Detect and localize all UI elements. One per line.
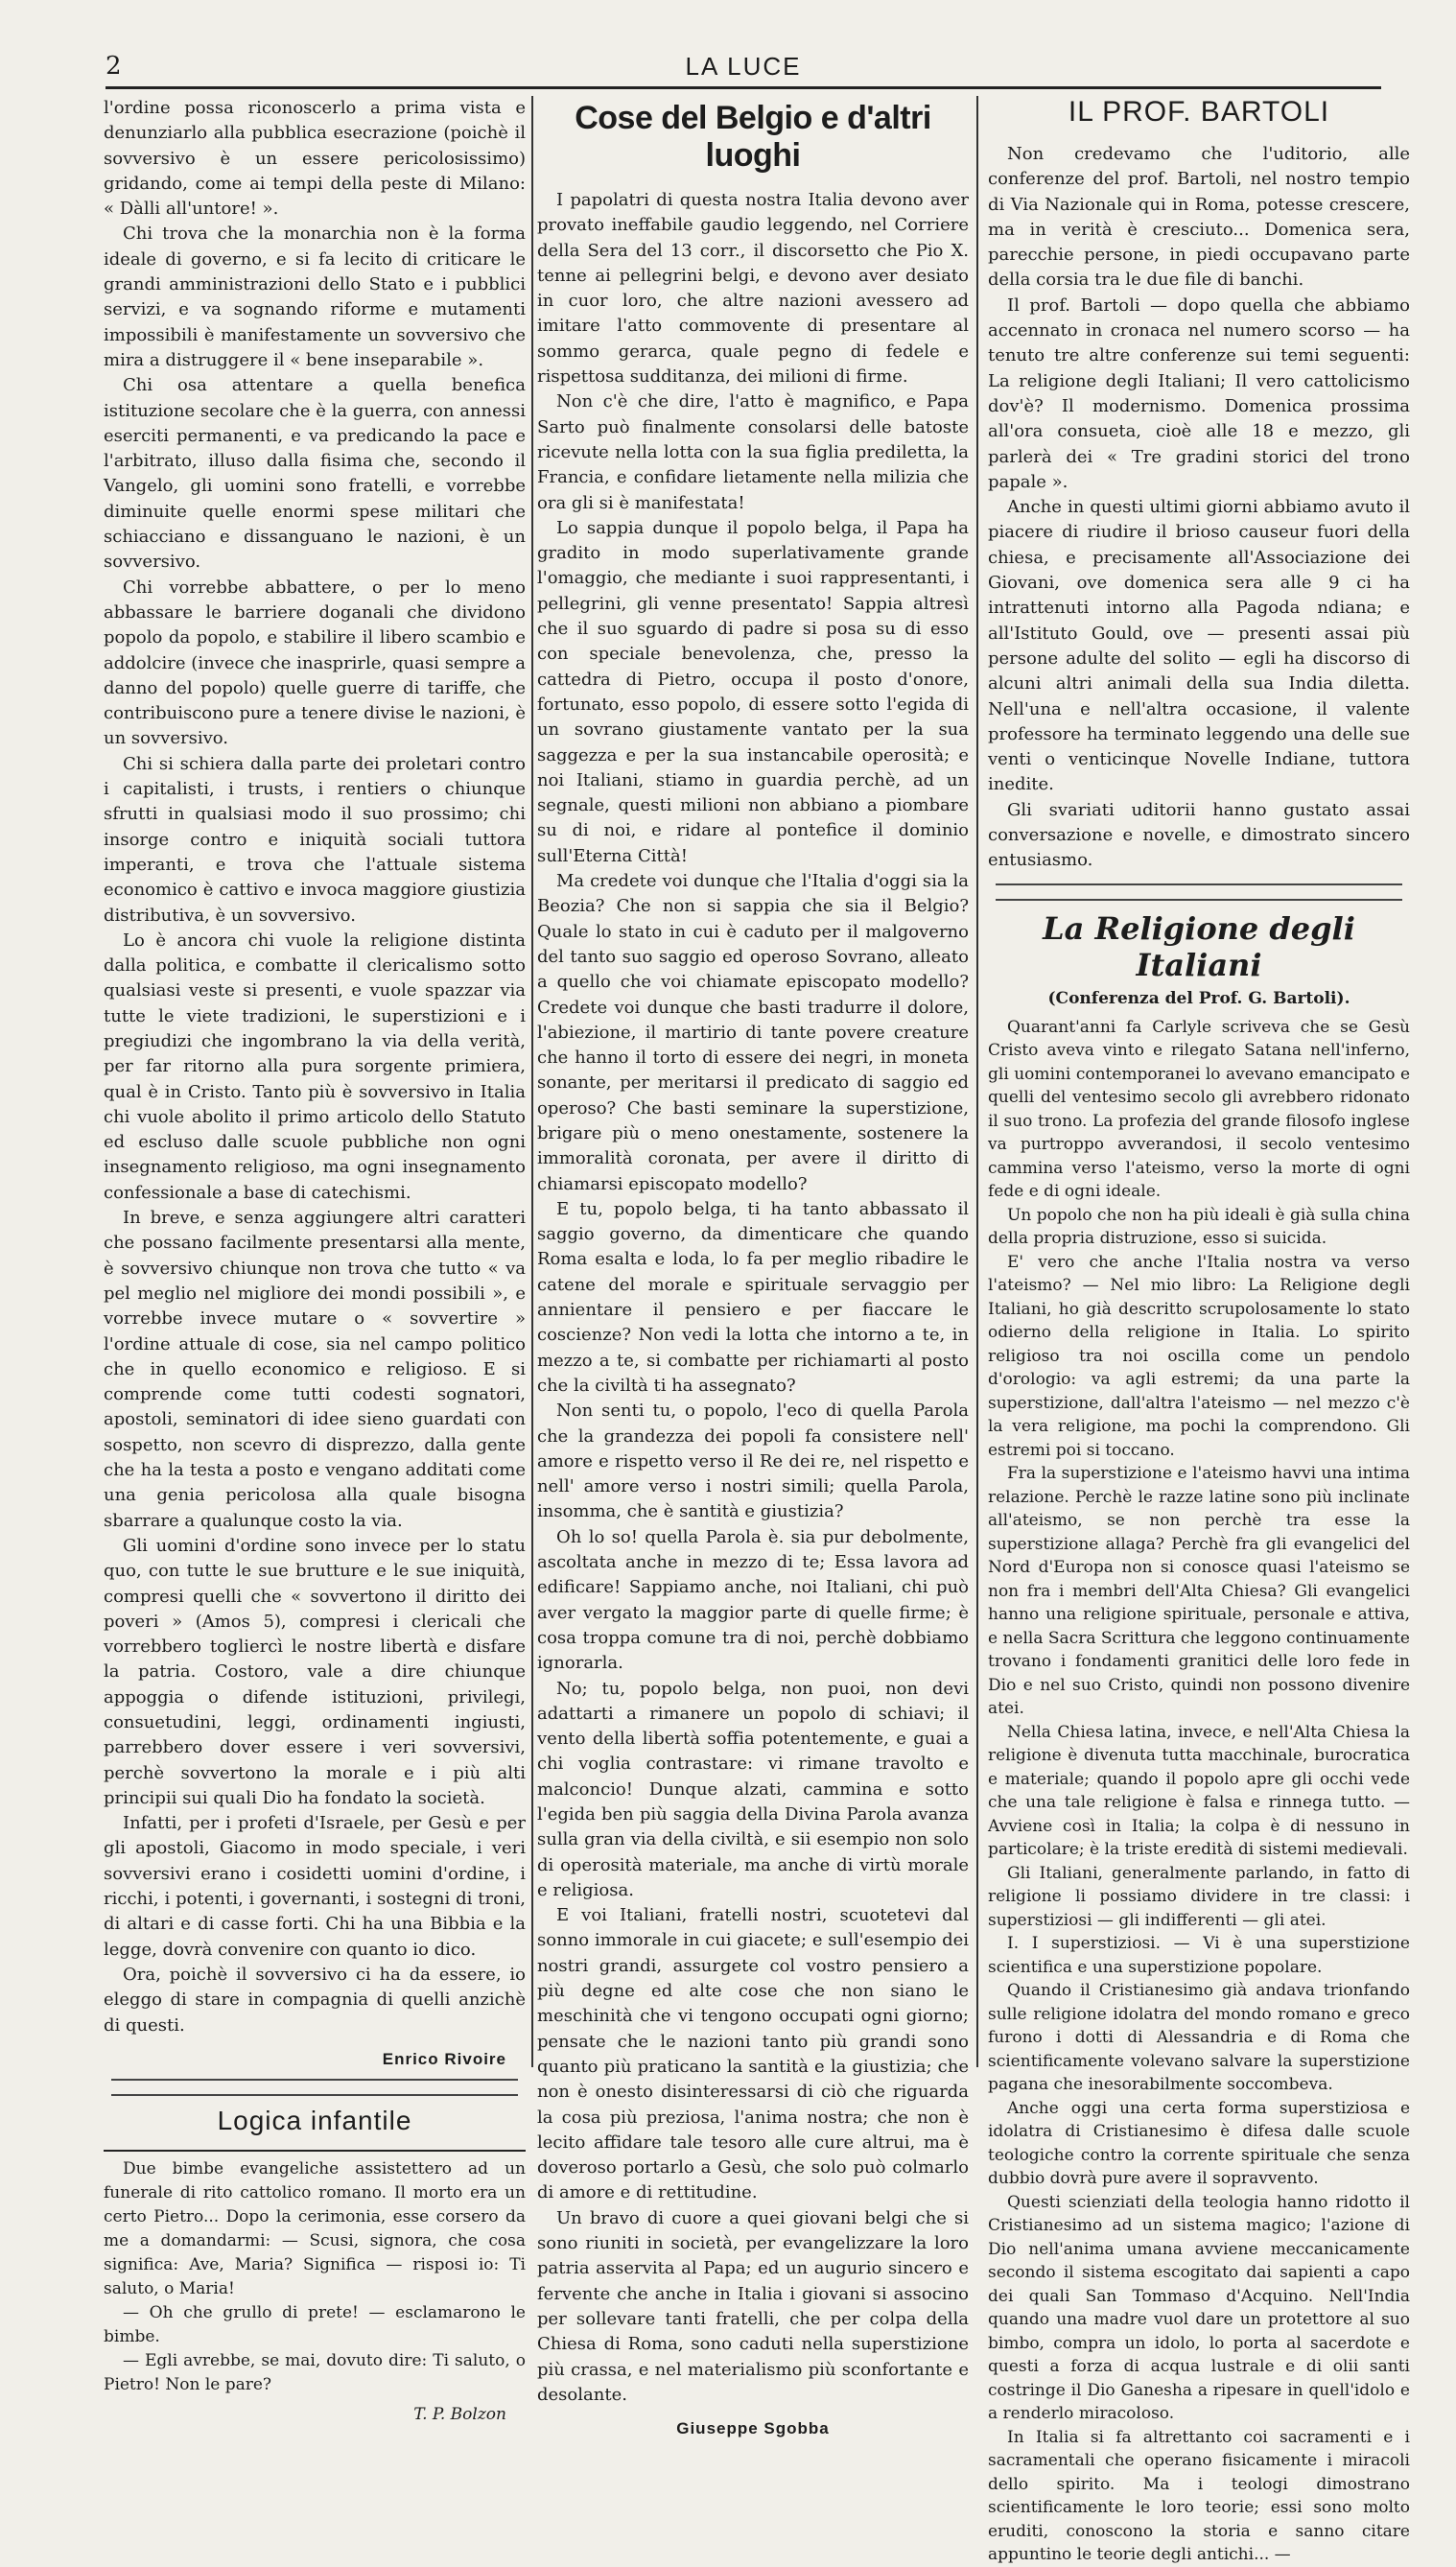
page-header: [106, 46, 1381, 84]
article-paragraph: Non c'è che dire, l'atto è magnifico, e Papa Sarto può finalmente consolarsi delle batoste ricevute nella lotta con la sua figlia prediletta, la Francia, e confidare lietamente nella milizia che ora gli si è manifestata!: [537, 391, 969, 513]
article-paragraph: Quando il Cristianesimo già andava trionfando sulle religione idolatra del mondo romano e greco furono i dotti di Alessandria e di Roma che scientificamente volevano salvare la superstizione pagana che inesorabilmente soccombeva.: [988, 1981, 1410, 2095]
article-paragraph: E tu, popolo belga, ti ha tanto abbassato il saggio governo, da dimenticare che quando Roma esalta e loda, lo fa per meglio ribadire le catene del morale e spirituale servaggio per annientare il pensiero e per fiaccare le coscienze? Non vedi la lotta che intorno a te, in mezzo a te, si combatte per richiamarti al posto che la civiltà ti ha assegnato?: [537, 1198, 969, 1396]
article-paragraph: l'ordine possa riconoscerlo a prima vista e denunziarlo alla pubblica esecrazione (poichè il sovversivo è un essere pericolosissimo) gridando, come ai tempi della peste di Milano: « Dàlli all'untore! ».: [104, 98, 526, 220]
article-author: T. P. Bolzon: [413, 2404, 506, 2424]
article-paragraph: Nella Chiesa latina, invece, e nell'Alta Chiesa la religione è divenuta tutta macchinale, burocratica e materiale; quando il popolo apre gli occhi vede che una tale religione è falsa e rinnega tutto. — Avviene così in Italia; la colpa è di nessuno in particolare; è la triste eredità di sistemi medievali.: [988, 1722, 1410, 1860]
article-paragraph: Chi vorrebbe abbattere, o per lo meno abbassare le barriere doganali che dividono popolo da popolo, e stabilire il libero scambio e addolcire (invece che inasprirle, quasi sempre a danno del popolo) quelle guerre di tariffe, che contribuiscono pure a tenere divise le nazioni, è un sovversivo.: [104, 577, 526, 749]
section-divider: [996, 883, 1402, 901]
column-divider: [976, 96, 978, 2067]
article-paragraph: — Oh che grullo di prete! — esclamarono le bimbe.: [104, 2302, 526, 2346]
section-divider: [111, 2079, 518, 2096]
section-subtitle: (Conferenza del Prof. G. Bartoli).: [1047, 988, 1350, 1008]
article-paragraph: E voi Italiani, fratelli nostri, scuotetevi dal sonno immorale in cui giacete; e sull'esempio dei nostri grandi, assurgete col vostro pensiero a più degne ed alte cose che non siano le meschinità che vi tengono occupati ogni giorno; pensate che le nazioni tanto più grandi sono quanto più praticano la santità e la giustizia; che non è onesto disinteressarsi di ciò che riguarda la cosa più preziosa, l'anima nostra; che non è lecito affidare tale tesoro alle cure altrui, ma è doveroso portarlo a Gesù, che solo può colmarlo di amore e di rettitudine.: [537, 1905, 969, 2203]
article-paragraph: In Italia si fa altrettanto coi sacramenti e i sacramentali che operano fisicamente i miracoli dello spirito. Ma i teologi dimostrano scientificamente le loro teorie; essi sono molto eruditi, conoscono la storia e sanno citare appuntino le teorie degli antichi... —: [988, 2427, 1410, 2565]
article-paragraph: Anche in questi ultimi giorni abbiamo avuto il piacere di riudire il brioso causeur fuori della chiesa, e precisamente all'Associazione dei Giovani, ove domenica sera alle 9 ci ha intrattenuti intorno alla Pagoda ndiana; e all'Istituto Gould, ove — presenti assai più persone adulte del solito — egli ha discorso di alcuni altri animali della sua India diletta. Nell'una e nell'altra occasione, il valente professore ha terminato leggendo una delle sue venti o venticinque Novelle Indiane, tuttora inedite.: [988, 497, 1410, 795]
article-paragraph: No; tu, popolo belga, non puoi, non devi adattarti a rimanere un popolo di schiavi; il vento della libertà soffia potentemente, e guai a chi voglia contrastare: vi rimane travolto e malconcio! Dunque alzati, cammina e sotto l'egida ben più saggia della Divina Parola avanza sulla gran via della civiltà, e sii esempio non solo di operosità materiale, ma anche di virtù morale e religiosa.: [537, 1678, 969, 1900]
article-paragraph: Il prof. Bartoli — dopo quella che abbiamo accennato in cronaca nel numero scorso — ha tenuto tre altre conferenze sui temi seguenti: La religione degli Italiani; Il vero cattolicismo dov'è? Il modernismo. Domenica prossima all'ora consueta, cioè alle 18 e mezzo, gli parlerà dei « Tre gradini storici del trono papale ».: [988, 294, 1410, 492]
article-paragraph: Lo è ancora chi vuole la religione distinta dalla politica, e combatte il clericalismo sotto qualsiasi veste si presenti, e vuole spazzar via tutte le viete tradizioni, le superstizioni e i pregiudizi che ingombrano la via della verità, per far ritorno alla pura sorgente primiera, qual è in Cristo. Tanto più è sovversivo in Italia chi vuole abolito il primo articolo dello Statuto ed escluso dalle scuole pubbliche non ogni insegnamento religioso, ma ogni insegnamento confessionale a base di catechismi.: [104, 930, 526, 1203]
article-paragraph: Un bravo di cuore a quei giovani belgi che si sono riuniti in società, per evangelizzare la loro patria asservita al Papa; ed un augurio sincero e fervente che anche in Italia i giovani si associno per sollevare tanti fratelli, che per colpa della Chiesa di Roma, sono caduti nella superstizione più crassa, e nel materialismo più sconfortante e desolante.: [537, 2207, 969, 2405]
article-paragraph: Ora, poichè il sovversivo ci ha da essere, io eleggo di stare in compagnia di quelli anzichè di questi.: [104, 1964, 526, 2036]
article-paragraph: Quarant'anni fa Carlyle scriveva che se Gesù Cristo aveva vinto e rilegato Satana nell'inferno, gli uomini contemporanei lo avevano emancipato e quelli del ventesimo secolo gli avrebbero ridonato il suo trono. La profezia del grande filosofo inglese va purtroppo avverandosi, il secolo ventesimo cammina verso l'ateismo, verso la morte di ogni fede e di ogni ideale.: [988, 1017, 1410, 1202]
column-1: [104, 96, 526, 2424]
article-paragraph: I papolatri di questa nostra Italia devono aver provato ineffabile gaudio leggendo, nel Corriere della Sera del 13 corr., il discorsetto che Pio X. tenne ai pellegrini belgi, e devono aver desiato in cuor loro, che altre nazioni avessero ad imitare l'atto commovente di presentare al sommo gerarca, quale pegno di fedele e rispettosa sudditanza, dei milioni di firme.: [537, 190, 969, 388]
article-paragraph: E' vero che anche l'Italia nostra va verso l'ateismo? — Nel mio libro: La Religione degli Italiani, ho già descritto scrupolosamente lo stato odierno della religione in Italia. Lo spirito religioso tra noi oscilla come un pendolo d'orologio: va agli estremi; da una parte la superstizione, dall'altra l'ateismo — nel mezzo c'è la vera religione, ma pochi la comprendono. Gli estremi poi si toccano.: [988, 1252, 1410, 1460]
article-paragraph: Un popolo che non ha più ideali è già sulla china della propria distruzione, esso si suicida.: [988, 1205, 1410, 1249]
newspaper-title: LA LUCE: [685, 52, 802, 81]
column-2: [537, 96, 969, 2438]
article-paragraph: In breve, e senza aggiungere altri caratteri che possano facilmente presentarsi alla mente, è sovversivo chiunque non trova che tutto « va pel meglio nel migliore dei mondi possibili », e vorrebbe invece mutare o « sovvertire » l'ordine attuale di cose, sia nel campo politico che in quello economico e religioso. E si comprende come tutti codesti sognatori, apostoli, seminatori di idee sieno guardati con sospetto, non scevro di disprezzo, dalla gente che ha la testa a posto e vengano additati come una genia pericolosa alla quale bisogna sbarrare a qualunque costo la via.: [104, 1208, 526, 1531]
article-paragraph: Ma credete voi dunque che l'Italia d'oggi sia la Beozia? Che non si sappia che sia il Belgio? Quale lo stato in cui è caduto per il malgoverno del tanto suo saggio ed operoso Sovrano, alleato a quello che voi chiamate episcopato modello? Credete voi dunque che basti tradurre il dolore, l'abiezione, il martirio di tante povere creature che hanno il torto di essere dei negri, in moneta sonante, per meritarsi il predicato di saggio ed operoso? Che basti seminare la superstizione, brigare più o meno onestamente, sostenere la immoralità coronata, per avere il diritto di chiamarsi episcopato modello?: [537, 871, 969, 1194]
column-divider: [531, 96, 533, 2067]
article-paragraph: Questi scienziati della teologia hanno ridotto il Cristianesimo ad un sistema magico; l'azione di Dio nell'anima umana avviene meccanicamente secondo il sistema escogitato dai sapienti a capo dei quali San Tommaso d'Acquino. Nell'India quando una madre vuol dare un protettore al suo bimbo, compra un idolo, lo porta al sacerdote e questi a forza di acqua lustrale e di olii santi costringe il Dio Ganesha a ripesare in quell'idolo e a renderlo miracoloso.: [988, 2192, 1410, 2424]
section-title: Logica infantile: [217, 2105, 412, 2135]
article-paragraph: Chi osa attentare a quella benefica istituzione secolare che è la guerra, con annessi eserciti permanenti, e va predicando la pace e l'arbitrato, illuso dalla fisima che, secondo il Vangelo, gli uomini sono fratelli, e vorrebbe diminuite quelle enormi spese militari che schiacciano e dissanguano le nazioni, è un sovversivo.: [104, 375, 526, 573]
section-title: La Religione degli Italiani: [1043, 909, 1355, 983]
article-paragraph: Gli svariati uditorii hanno gustato assai conversazione e novelle, e dimostrato sincero entusiasmo.: [988, 799, 1410, 871]
logica-infantile-section: [104, 2106, 526, 2424]
article-paragraph: Chi trova che la monarchia non è la forma ideale di governo, e si fa lecito di criticare le grandi amministrazioni dello Stato e i pubblici servizi, e va sognando riforme e mutamenti impossibili è manifestamente un sovversivo che mira a distruggere il « bene inseparabile ».: [104, 224, 526, 370]
article-paragraph: Gli uomini d'ordine sono invece per lo statu quo, con tutte le sue brutture e le sue iniquità, compresi quelli che « sovvertono il diritto dei poveri » (Amos 5), compresi i clericali che vorrebbero togliercì le nostre libertà e disfare la patria. Costoro, vale a dire chiunque appoggia o difende istituzioni, privilegi, consuetudini, leggi, ordinamenti ingiusti, parrebbero dover essere i veri sovversivi, perchè sovvertono la morale e i più alti principii sui quali Dio ha fondato la società.: [104, 1535, 526, 1808]
article-signature: Giuseppe Sgobba: [676, 2419, 830, 2438]
article-paragraph: Chi si schiera dalla parte dei proletari contro i capitalisti, i trusts, i rentiers o chiunque sfrutti in qualsiasi modo il suo prossimo; chi insorge contro e iniquità sociali tuttora imperanti, e trova che l'attuale sistema economico è cattivo e invoca maggiore giustizia distributiva, è un sovversivo.: [104, 753, 526, 926]
article-paragraph: Due bimbe evangeliche assistettero ad un funerale di rito cattolico romano. Il morto era un certo Pietro... Dopo la cerimonia, esse corsero da me a domandarmi: — Scusi, signora, che cosa significa: Ave, Maria? Significa — risposi io: Ti saluto, o Maria!: [104, 2158, 526, 2298]
article-paragraph: Oh lo so! quella Parola è. sia pur debolmente, ascoltata anche in mezzo di te; Essa lavora ad edificare! Sappiamo anche, noi Italiani, chi può aver vergato la maggior parte di quelle firme; è cosa troppa comune tra di noi, perchè dobbiamo ignorarla.: [537, 1526, 969, 1674]
column-3: [988, 96, 1410, 2565]
article-signature: Enrico Rivoire: [382, 2049, 506, 2068]
article-title: Cose del Belgio e d'altri luoghi: [575, 100, 931, 174]
article-paragraph: I. I superstiziosi. — Vi è una superstizione scientifica e una superstizione popolare.: [988, 1934, 1410, 1977]
article-paragraph: Lo sappia dunque il popolo belga, il Papa ha gradito in modo superlativamente grande l'omaggio, che mediante i suoi rappresentanti, i pellegrini, gli venne presentato! Sappia altresì che il suo sguardo di padre si posa su di esso con speciale benevolenza, che, presso la cattedra di Pietro, occupa il posto d'onore, fortunato, esso popolo, di essere sotto l'egida di un sovrano giustamente vantato per la sua saggezza e per la sua instancabile operosità; e noi Italiani, stiamo in guardia perchè, ad un segnale, questi milioni non abbiano a piombare su di noi, e ridare al pontefice il dominio sull'Eterna Città!: [537, 517, 969, 866]
article-paragraph: Non credevamo che l'uditorio, alle conferenze del prof. Bartoli, nel nostro tempio di Via Nazionale qui in Roma, potesse crescere, ma in verità è cresciuto... Domenica sera, parecchie persone, in piedi occupavano parte della corsia tra le due file di banchi.: [988, 144, 1410, 291]
article-paragraph: Fra la superstizione e l'ateismo havvi una intima relazione. Perchè le razze latine sono più inclinate all'ateismo, se non perchè tra esse la superstizione allaga? Perchè fra gli evangelici del Nord d'Europa non si conosce quasi l'ateismo se non fra i membri dell'Alta Chiesa? Gli evangelici hanno una religione spirituale, personale e attiva, e nella Sacra Scrittura che leggono continuamente trovano i fondamenti granitici delle loro fede in Dio e nel suo Cristo, quindi non possono divenire atei.: [988, 1464, 1410, 1719]
article-paragraph: Infatti, per i profeti d'Israele, per Gesù e per gli apostoli, Giacomo in modo speciale, i veri sovversivi erano i cosidetti uomini d'ordine, i ricchi, i potenti, i governanti, i sostegni di troni, di altari e di casse forti. Chi ha una Bibbia e la legge, dovrà convenire con quanto io dico.: [104, 1813, 526, 1960]
article-paragraph: Anche oggi una certa forma superstiziosa e idolatra di Cristianesimo è difesa dalle scuole teologiche contro la corrente spirituale che senza dubbio dovrà pure avere il sopravvento.: [988, 2098, 1410, 2189]
article-paragraph: — Egli avrebbe, se mai, dovuto dire: Ti saluto, o Pietro! Non le pare?: [104, 2350, 526, 2394]
page-number: 2: [106, 52, 122, 81]
title-rule: [104, 2150, 526, 2152]
article-title: IL PROF. BARTOLI: [1068, 96, 1330, 128]
header-rule: [106, 86, 1381, 89]
article-paragraph: Non senti tu, o popolo, l'eco di quella Parola che la grandezza dei popoli fa consistere nell' amore e rispetto verso il Re dei re, nel rispetto e nell' amore verso i nostri simili; quella Parola, insomma, che è santità e giustizia?: [537, 1401, 969, 1522]
article-paragraph: Gli Italiani, generalmente parlando, in fatto di religione li possiamo dividere in tre classi: i superstiziosi — gli indifferenti — gli atei.: [988, 1863, 1410, 1930]
